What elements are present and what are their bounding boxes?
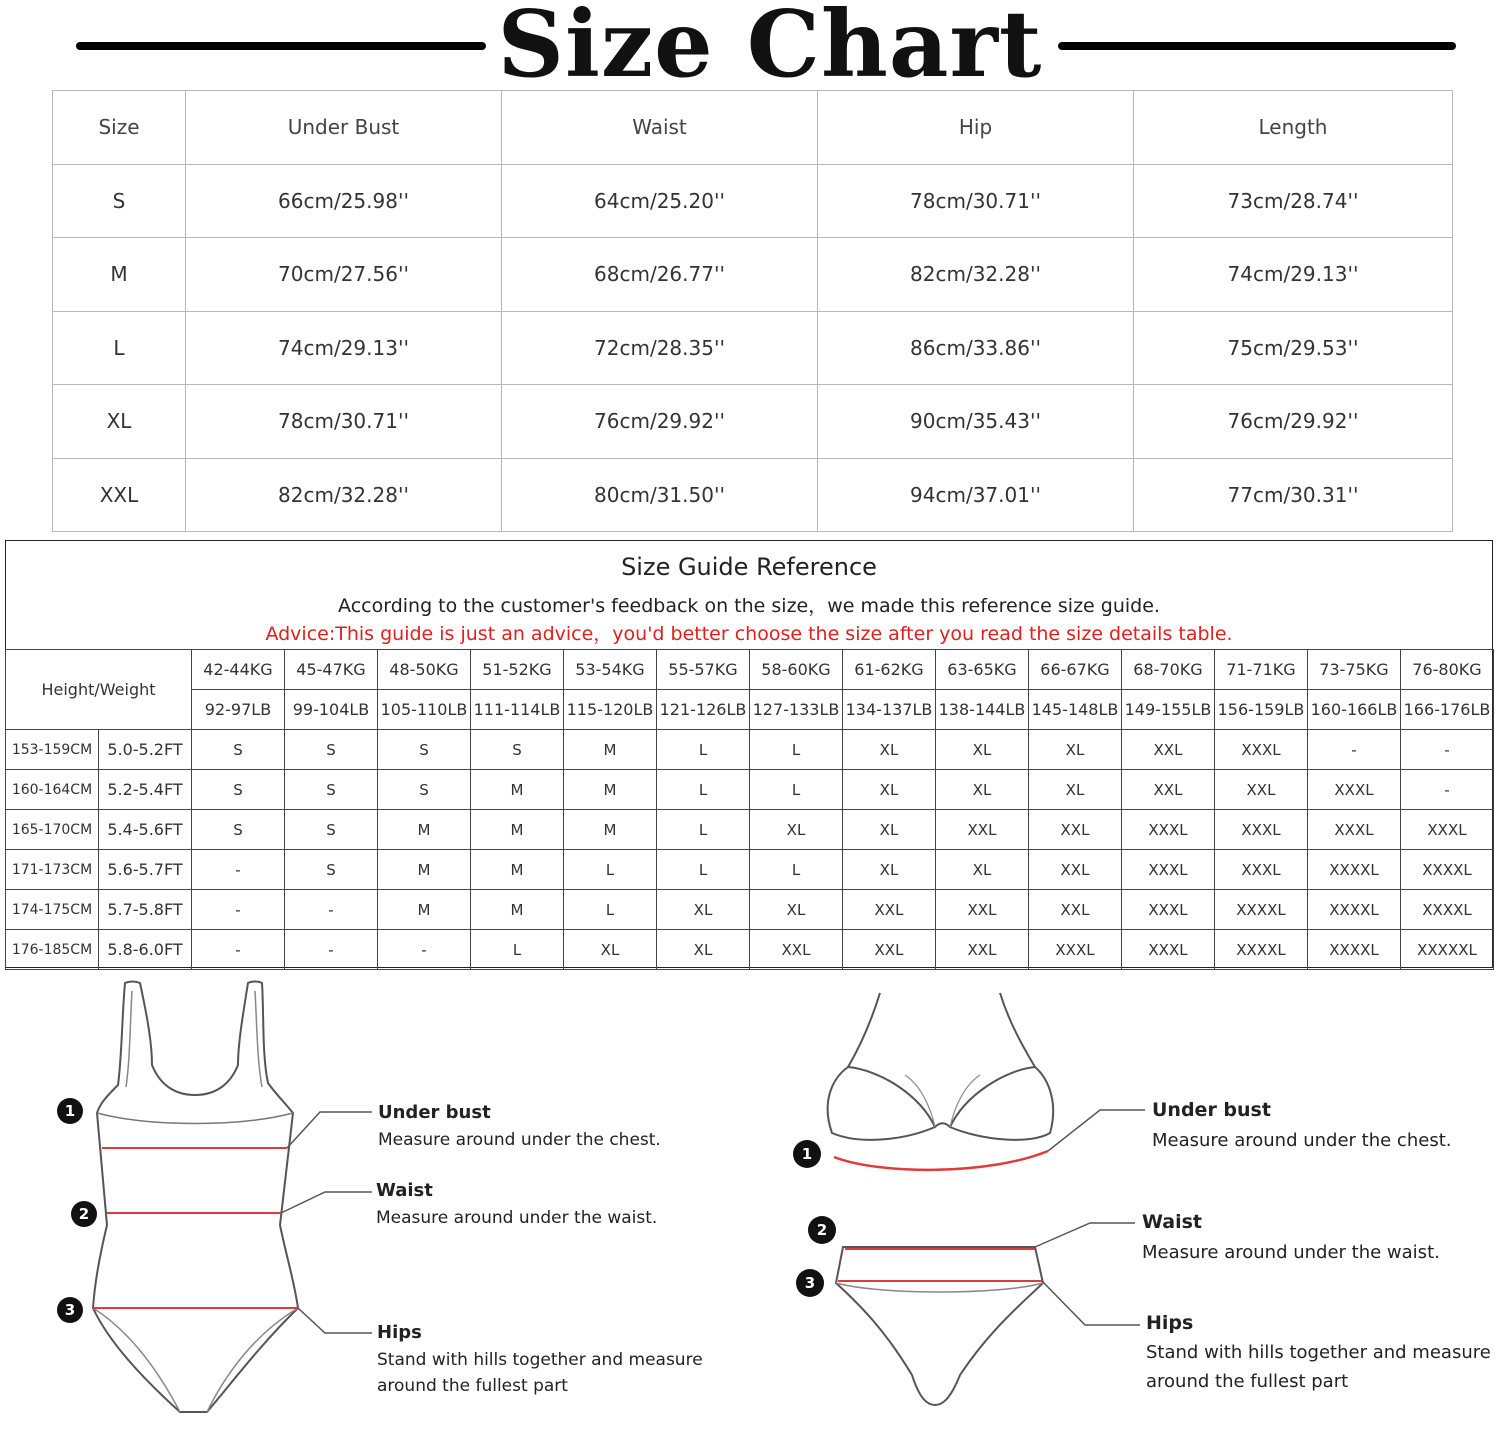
size-chart-row (53, 385, 1453, 459)
size-chart-row (53, 238, 1453, 312)
recommended-size-cell: L (657, 770, 750, 810)
left-hips-desc-2: around the fullest part (377, 1376, 568, 1396)
measurement-cell: 86cm/33.86'' (818, 311, 1134, 385)
one-piece-measure-lines (93, 1148, 298, 1308)
right-waist-title: Waist (1142, 1211, 1203, 1233)
recommended-size-cell: XXL (936, 930, 1029, 970)
weight-kg-cell: 73-75KG (1308, 650, 1401, 690)
right-hips-title: Hips (1146, 1312, 1194, 1334)
recommended-size-cell: M (471, 850, 564, 890)
size-label-cell: M (53, 238, 186, 312)
recommended-size-cell: XXL (1122, 770, 1215, 810)
size-chart-header-cell: Under Bust (186, 91, 502, 165)
title-banner (0, 0, 1500, 98)
right-underbust-desc: Measure around under the chest. (1152, 1130, 1452, 1151)
size-label-cell: S (53, 164, 186, 238)
recommended-size-cell: - (285, 930, 378, 970)
recommended-size-cell: XXXL (1308, 770, 1401, 810)
size-chart-header-cell: Waist (502, 91, 818, 165)
height-row (6, 890, 1494, 930)
marker-2-left: 2 (78, 1205, 90, 1223)
weight-kg-cell: 42-44KG (192, 650, 285, 690)
weight-lb-cell: 99-104LB (285, 690, 378, 730)
recommended-size-cell: L (564, 890, 657, 930)
recommended-size-cell: - (378, 930, 471, 970)
one-piece-swimsuit-icon (93, 982, 298, 1413)
weight-kg-cell: 71-71KG (1215, 650, 1308, 690)
recommended-size-cell: XXXL (1122, 850, 1215, 890)
bikini-leader-lines (1035, 1110, 1145, 1325)
recommended-size-cell: XXXXL (1401, 890, 1494, 930)
weight-lb-cell: 111-114LB (471, 690, 564, 730)
title-rule-left (76, 42, 486, 50)
marker-2-right: 2 (816, 1221, 828, 1239)
measurement-cell: 78cm/30.71'' (818, 164, 1134, 238)
recommended-size-cell: S (285, 730, 378, 770)
recommended-size-cell: XL (657, 890, 750, 930)
weight-kg-cell: 53-54KG (564, 650, 657, 690)
size-chart-row (53, 311, 1453, 385)
recommended-size-cell: XXXXXL (1401, 930, 1494, 970)
size-chart-header-row (53, 91, 1453, 165)
size-guide-reference (5, 540, 1493, 968)
recommended-size-cell: XXL (936, 810, 1029, 850)
bikini-measure-lines (838, 1249, 1042, 1281)
measurement-cell: 73cm/28.74'' (1134, 164, 1453, 238)
height-cm-cell: 165-170CM (6, 810, 99, 850)
marker-3-right: 3 (804, 1274, 816, 1292)
weight-lb-cell: 92-97LB (192, 690, 285, 730)
height-row (6, 850, 1494, 890)
recommended-size-cell: XXXL (1308, 810, 1401, 850)
recommended-size-cell: M (471, 890, 564, 930)
recommended-size-cell: M (564, 810, 657, 850)
recommended-size-cell: XXXL (1122, 930, 1215, 970)
right-underbust-title: Under bust (1152, 1099, 1271, 1121)
left-waist-desc: Measure around under the waist. (376, 1208, 658, 1228)
recommended-size-cell: S (471, 730, 564, 770)
size-chart-table (52, 90, 1453, 532)
recommended-size-cell: L (657, 850, 750, 890)
recommended-size-cell: XXL (1029, 890, 1122, 930)
recommended-size-cell: XXL (843, 890, 936, 930)
height-ft-cell: 5.7-5.8FT (99, 890, 192, 930)
recommended-size-cell: XXXL (1122, 810, 1215, 850)
height-row (6, 810, 1494, 850)
recommended-size-cell: XL (1029, 730, 1122, 770)
recommended-size-cell: XL (843, 810, 936, 850)
size-chart-row (53, 164, 1453, 238)
weight-kg-cell: 51-52KG (471, 650, 564, 690)
recommended-size-cell: M (378, 890, 471, 930)
recommended-size-cell: XL (1029, 770, 1122, 810)
weight-lb-cell: 166-176LB (1401, 690, 1494, 730)
recommended-size-cell: XXXL (1215, 730, 1308, 770)
bikini-top-icon (828, 993, 1054, 1140)
recommended-size-cell: S (192, 730, 285, 770)
measurement-cell: 80cm/31.50'' (502, 458, 818, 532)
weight-kg-cell: 66-67KG (1029, 650, 1122, 690)
recommended-size-cell: S (285, 770, 378, 810)
recommended-size-cell: XXXL (1122, 890, 1215, 930)
height-cm-cell: 176-185CM (6, 930, 99, 970)
recommended-size-cell: S (192, 810, 285, 850)
measurement-cell: 74cm/29.13'' (186, 311, 502, 385)
bikini-underbust-line (834, 1151, 1048, 1170)
marker-1-left: 1 (64, 1102, 76, 1120)
recommended-size-cell: S (378, 730, 471, 770)
title-rule-right (1058, 42, 1456, 50)
recommended-size-cell: XL (750, 890, 843, 930)
bikini-bottom-icon (836, 1247, 1043, 1405)
right-hips-desc-2: around the fullest part (1146, 1371, 1349, 1392)
recommended-size-cell: XXL (843, 930, 936, 970)
measurement-cell: 70cm/27.56'' (186, 238, 502, 312)
weight-lb-cell: 134-137LB (843, 690, 936, 730)
height-cm-cell: 171-173CM (6, 850, 99, 890)
recommended-size-cell: M (564, 730, 657, 770)
recommended-size-cell: XXXL (1401, 810, 1494, 850)
one-piece-markers (57, 1098, 97, 1323)
left-underbust-desc: Measure around under the chest. (378, 1130, 661, 1150)
recommended-size-cell: XL (936, 770, 1029, 810)
weight-kg-cell: 68-70KG (1122, 650, 1215, 690)
measurement-cell: 82cm/32.28'' (186, 458, 502, 532)
measurement-cell: 90cm/35.43'' (818, 385, 1134, 459)
recommended-size-cell: L (657, 730, 750, 770)
height-row (6, 770, 1494, 810)
recommended-size-cell: - (192, 850, 285, 890)
recommended-size-cell: XXXXL (1308, 890, 1401, 930)
recommended-size-cell: S (285, 850, 378, 890)
recommended-size-cell: - (285, 890, 378, 930)
height-cm-cell: 160-164CM (6, 770, 99, 810)
height-ft-cell: 5.0-5.2FT (99, 730, 192, 770)
recommended-size-cell: XL (657, 930, 750, 970)
recommended-size-cell: - (1401, 730, 1494, 770)
weight-kg-cell: 55-57KG (657, 650, 750, 690)
measurement-diagram (0, 975, 1500, 1446)
size-chart-header-cell: Hip (818, 91, 1134, 165)
measurement-cell: 64cm/25.20'' (502, 164, 818, 238)
weight-kg-cell: 58-60KG (750, 650, 843, 690)
weight-kg-cell: 76-80KG (1401, 650, 1494, 690)
guide-advice: Advice:This guide is just an advice，you'd better choose the size after you read the size details table. (265, 623, 1233, 645)
weight-lb-cell: 149-155LB (1122, 690, 1215, 730)
measurement-cell: 76cm/29.92'' (1134, 385, 1453, 459)
size-chart-header-cell: Size (53, 91, 186, 165)
one-piece-leader-lines (281, 1112, 372, 1333)
measurement-cell: 76cm/29.92'' (502, 385, 818, 459)
recommended-size-cell: S (192, 770, 285, 810)
weight-lb-cell: 160-166LB (1308, 690, 1401, 730)
recommended-size-cell: XXL (750, 930, 843, 970)
recommended-size-cell: M (564, 770, 657, 810)
recommended-size-cell: L (657, 810, 750, 850)
marker-3-left: 3 (64, 1301, 76, 1319)
recommended-size-cell: L (750, 770, 843, 810)
height-weight-corner: Height/Weight (6, 650, 192, 730)
marker-1-right: 1 (801, 1145, 813, 1163)
measurement-cell: 82cm/32.28'' (818, 238, 1134, 312)
recommended-size-cell: M (378, 810, 471, 850)
recommended-size-cell: XL (843, 730, 936, 770)
recommended-size-cell: XL (843, 770, 936, 810)
weight-lb-row (6, 690, 1494, 730)
height-weight-table (5, 649, 1494, 970)
weight-kg-cell: 61-62KG (843, 650, 936, 690)
weight-lb-cell: 156-159LB (1215, 690, 1308, 730)
left-waist-title: Waist (376, 1180, 433, 1201)
weight-kg-cell: 45-47KG (285, 650, 378, 690)
height-cm-cell: 153-159CM (6, 730, 99, 770)
recommended-size-cell: - (192, 930, 285, 970)
recommended-size-cell: XL (936, 850, 1029, 890)
recommended-size-cell: XL (750, 810, 843, 850)
measurement-cell: 68cm/26.77'' (502, 238, 818, 312)
height-cm-cell: 174-175CM (6, 890, 99, 930)
weight-kg-cell: 48-50KG (378, 650, 471, 690)
size-chart-header-cell: Length (1134, 91, 1453, 165)
size-chart-row (53, 458, 1453, 532)
weight-kg-row (6, 650, 1494, 690)
height-ft-cell: 5.2-5.4FT (99, 770, 192, 810)
size-label-cell: L (53, 311, 186, 385)
recommended-size-cell: M (471, 770, 564, 810)
recommended-size-cell: XXL (1122, 730, 1215, 770)
height-row (6, 930, 1494, 970)
measurement-cell: 78cm/30.71'' (186, 385, 502, 459)
page-title: Size Chart (497, 0, 1043, 98)
weight-lb-cell: 121-126LB (657, 690, 750, 730)
recommended-size-cell: XL (564, 930, 657, 970)
weight-lb-cell: 127-133LB (750, 690, 843, 730)
recommended-size-cell: XXL (1215, 770, 1308, 810)
recommended-size-cell: XXXL (1215, 810, 1308, 850)
height-ft-cell: 5.8-6.0FT (99, 930, 192, 970)
right-waist-desc: Measure around under the waist. (1142, 1242, 1440, 1263)
height-ft-cell: 5.4-5.6FT (99, 810, 192, 850)
measurement-cell: 66cm/25.98'' (186, 164, 502, 238)
recommended-size-cell: M (378, 850, 471, 890)
left-hips-title: Hips (377, 1322, 422, 1343)
recommended-size-cell: XXXL (1215, 850, 1308, 890)
recommended-size-cell: L (564, 850, 657, 890)
weight-lb-cell: 138-144LB (936, 690, 1029, 730)
recommended-size-cell: XL (936, 730, 1029, 770)
recommended-size-cell: - (1401, 770, 1494, 810)
recommended-size-cell: L (750, 850, 843, 890)
measurement-cell: 74cm/29.13'' (1134, 238, 1453, 312)
recommended-size-cell: XXXXL (1215, 930, 1308, 970)
left-underbust-title: Under bust (378, 1102, 491, 1123)
recommended-size-cell: XXXXL (1308, 930, 1401, 970)
measurement-cell: 75cm/29.53'' (1134, 311, 1453, 385)
measurement-cell: 72cm/28.35'' (502, 311, 818, 385)
recommended-size-cell: XXL (1029, 810, 1122, 850)
weight-lb-cell: 145-148LB (1029, 690, 1122, 730)
recommended-size-cell: XXXL (1029, 930, 1122, 970)
recommended-size-cell: XXL (1029, 850, 1122, 890)
recommended-size-cell: XXXXL (1401, 850, 1494, 890)
guide-description: According to the customer's feedback on the size，we made this reference size guide. (338, 595, 1160, 617)
measurement-cell: 77cm/30.31'' (1134, 458, 1453, 532)
weight-lb-cell: 115-120LB (564, 690, 657, 730)
height-row (6, 730, 1494, 770)
recommended-size-cell: XXXXL (1308, 850, 1401, 890)
size-label-cell: XL (53, 385, 186, 459)
recommended-size-cell: XXXXL (1215, 890, 1308, 930)
recommended-size-cell: XL (843, 850, 936, 890)
recommended-size-cell: S (378, 770, 471, 810)
recommended-size-cell: L (750, 730, 843, 770)
recommended-size-cell: S (285, 810, 378, 850)
right-hips-desc-1: Stand with hills together and measure (1146, 1342, 1491, 1363)
height-ft-cell: 5.6-5.7FT (99, 850, 192, 890)
recommended-size-cell: M (471, 810, 564, 850)
measurement-cell: 94cm/37.01'' (818, 458, 1134, 532)
weight-kg-cell: 63-65KG (936, 650, 1029, 690)
recommended-size-cell: XXL (936, 890, 1029, 930)
guide-title: Size Guide Reference (621, 553, 877, 581)
size-label-cell: XXL (53, 458, 186, 532)
left-hips-desc-1: Stand with hills together and measure (377, 1350, 703, 1370)
recommended-size-cell: L (471, 930, 564, 970)
recommended-size-cell: - (192, 890, 285, 930)
recommended-size-cell: - (1308, 730, 1401, 770)
weight-lb-cell: 105-110LB (378, 690, 471, 730)
